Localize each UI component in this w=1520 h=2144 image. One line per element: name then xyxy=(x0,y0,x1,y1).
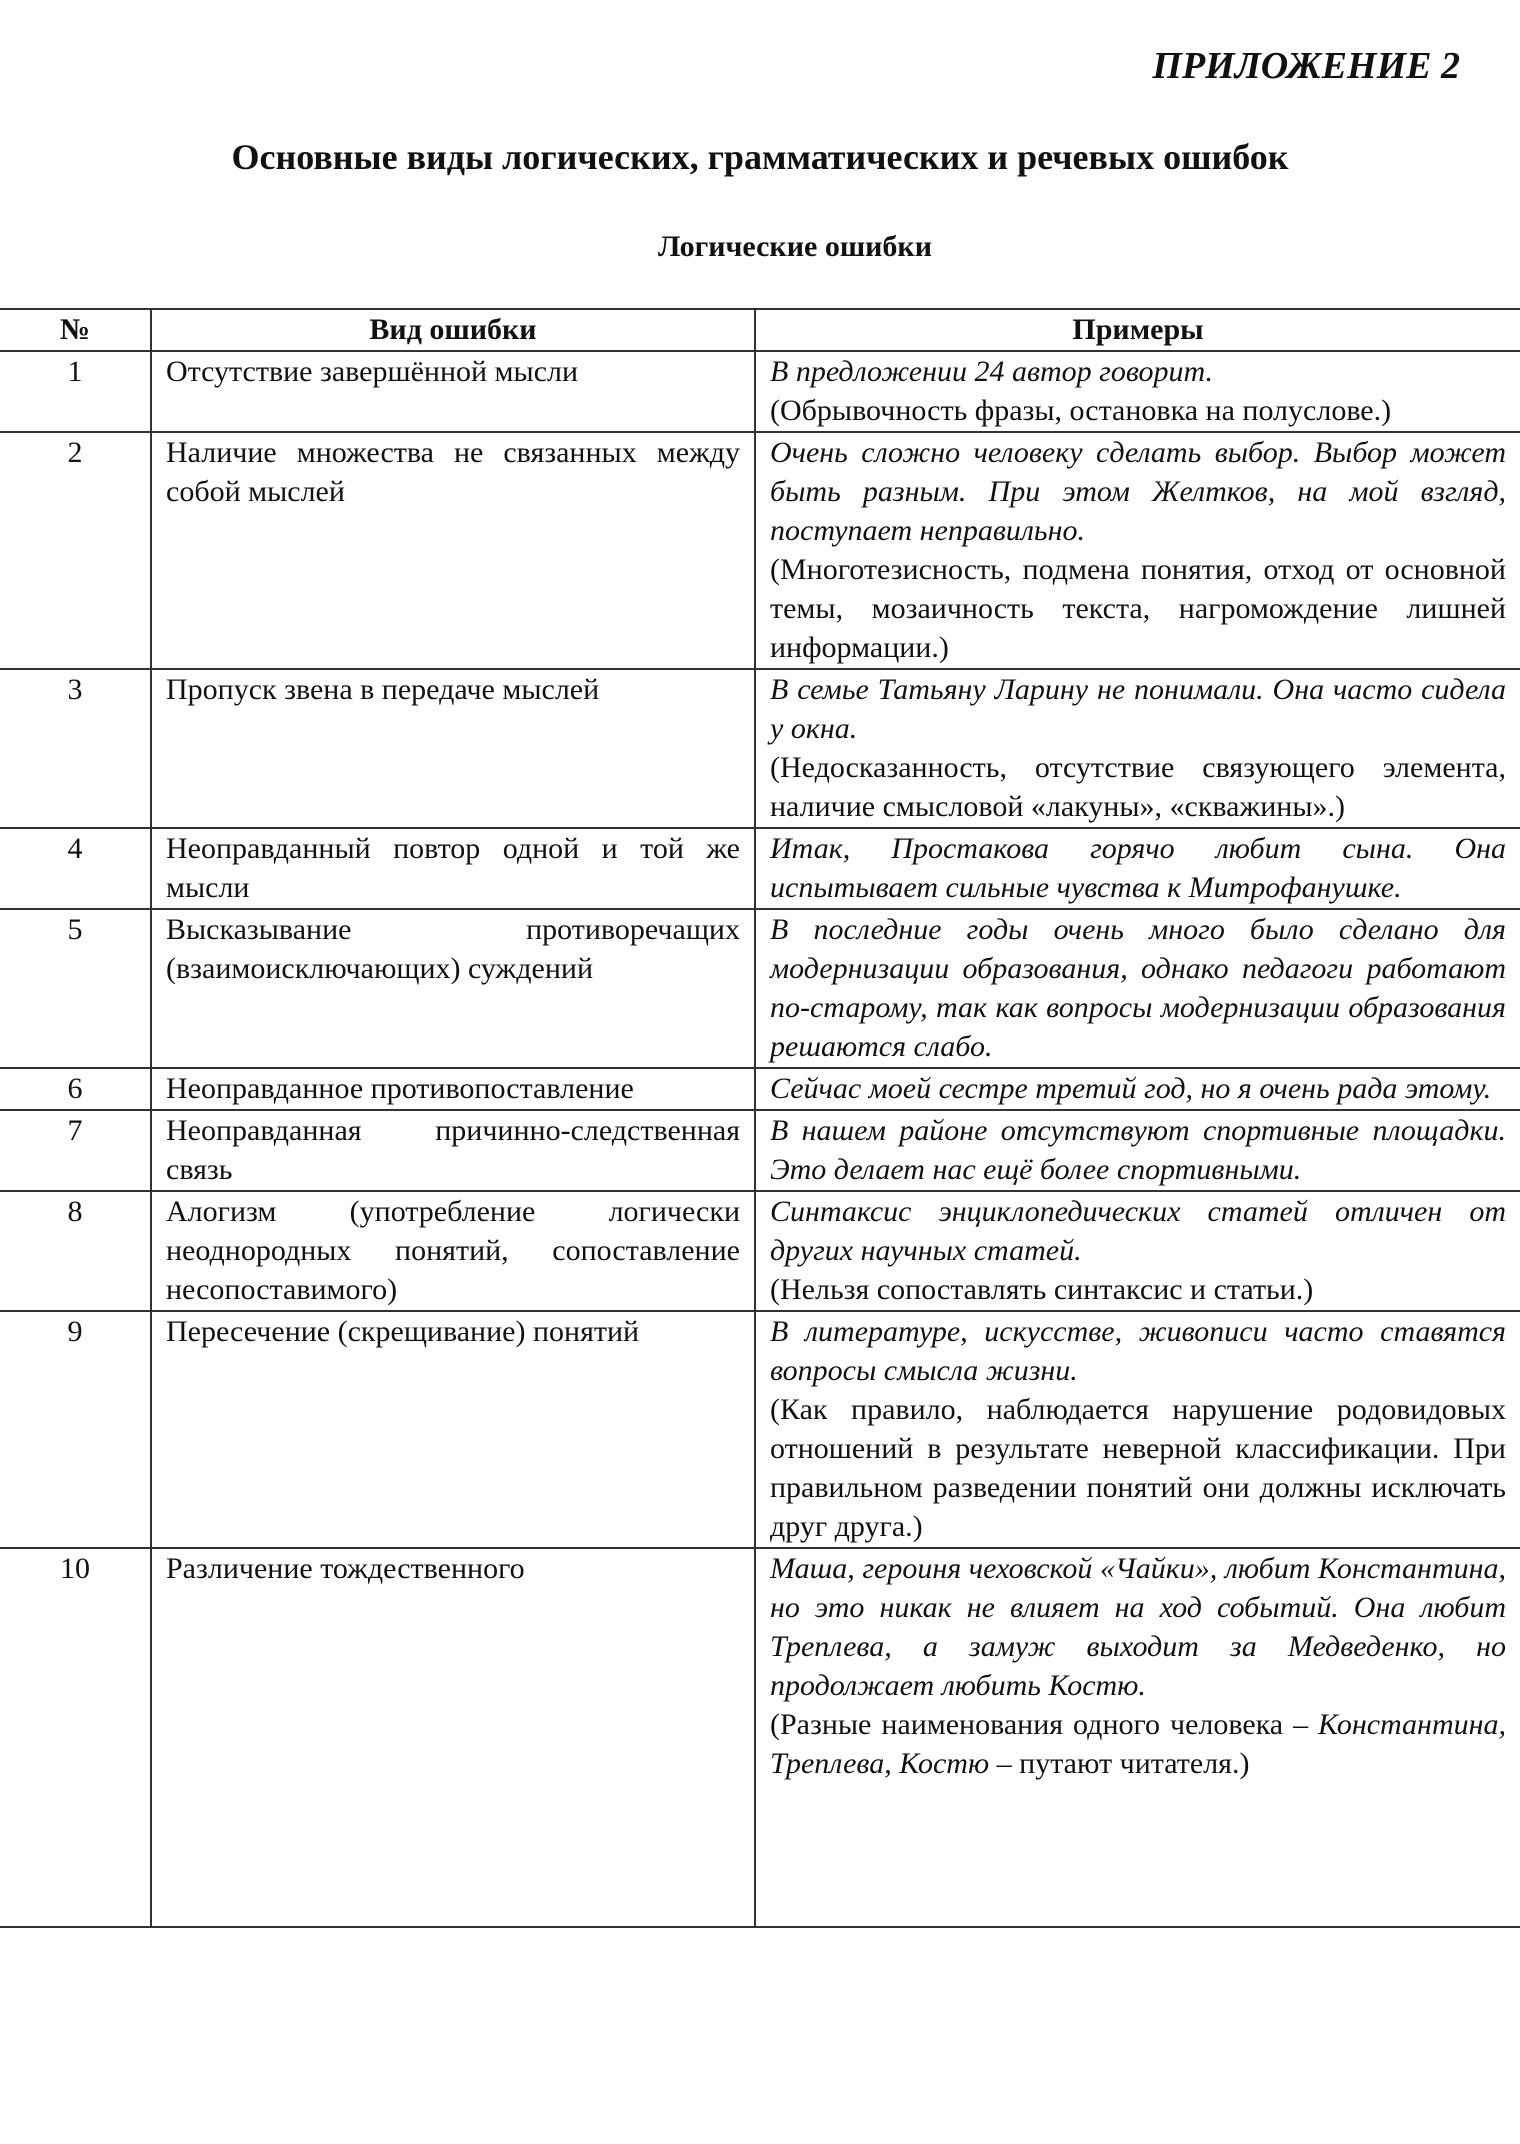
row-number: 9 xyxy=(0,1311,151,1548)
example-cell xyxy=(755,828,1520,909)
row-number: 10 xyxy=(0,1548,151,1927)
row-number: 6 xyxy=(0,1068,151,1110)
example-text: Маша, героиня чеховской «Чайки», любит Константина, но это никак не влияет на ход событий. Она любит Треплева, а замуж выходит за Медведенко, но продолжает любить Костю. xyxy=(770,1552,1506,1702)
example-cell xyxy=(755,909,1520,1068)
table-header-row xyxy=(0,309,1520,351)
example-cell xyxy=(755,432,1520,669)
example-text: Итак, Простакова горячо любит сына. Она испытывает сильные чувства к Митрофанушке. xyxy=(770,832,1506,904)
example-cell xyxy=(755,1191,1520,1311)
row-number: 3 xyxy=(0,669,151,828)
column-header-error-type: Вид ошибки xyxy=(151,309,755,351)
example-cell xyxy=(755,1311,1520,1548)
table-row xyxy=(0,1068,1520,1110)
error-type: Пропуск звена в передаче мыслей xyxy=(151,669,755,828)
table-row xyxy=(0,1311,1520,1548)
example-text: В литературе, искусстве, живописи часто ставятся вопросы смысла жизни. xyxy=(770,1315,1506,1387)
error-type: Наличие множества не связанных между собой мыслей xyxy=(151,432,755,669)
table-row xyxy=(0,1191,1520,1311)
example-cell xyxy=(755,1548,1520,1927)
error-type: Неоправданная причинно-следственная связь xyxy=(151,1110,755,1191)
example-text: В нашем районе отсутствуют спортивные площадки. Это делает нас ещё более спортивными. xyxy=(770,1114,1506,1186)
table-row xyxy=(0,432,1520,669)
example-text: В семье Татьяну Ларину не понимали. Она часто сидела у окна. xyxy=(770,673,1506,745)
row-number: 4 xyxy=(0,828,151,909)
error-type: Алогизм (употребление логически неоднородных понятий, сопоставление несопоставимого) xyxy=(151,1191,755,1311)
example-text: Синтаксис энциклопедических статей отличен от других научных статей. xyxy=(770,1195,1506,1267)
document-title: Основные виды логических, грамматических и речевых ошибок xyxy=(231,137,1289,177)
example-text: В последние годы очень много было сделано для модернизации образования, однако педагоги работают по-старому, так как вопросы модернизации образования решаются слабо. xyxy=(770,913,1506,1063)
note-start: (Разные наименования одного человека – xyxy=(770,1708,1309,1741)
section-title: Логические ошибки xyxy=(658,230,932,263)
example-cell xyxy=(755,1110,1520,1191)
table-row xyxy=(0,1548,1520,1927)
example-cell xyxy=(755,351,1520,432)
row-number: 1 xyxy=(0,351,151,432)
error-type: Неоправданное противопоставление xyxy=(151,1068,755,1110)
table-row xyxy=(0,909,1520,1068)
row-number: 5 xyxy=(0,909,151,1068)
table-row xyxy=(0,351,1520,432)
example-text: Сейчас моей сестре третий год, но я очень рада этому. xyxy=(770,1072,1492,1105)
row-number: 7 xyxy=(0,1110,151,1191)
example-note: (Многотезисность, подмена понятия, отход от основной темы, мозаичность текста, нагромождение лишней информации.) xyxy=(770,553,1506,664)
example-note: (Нельзя сопоставлять синтаксис и статьи.) xyxy=(770,1273,1314,1306)
row-number: 2 xyxy=(0,432,151,669)
row-number: 8 xyxy=(0,1191,151,1311)
error-type: Различение тождественного xyxy=(151,1548,755,1927)
note-names: Константина, Треплева, Костю xyxy=(770,1708,1506,1780)
example-text: В предложении 24 автор говорит. xyxy=(770,355,1214,388)
table-row xyxy=(0,828,1520,909)
example-note: (Обрывочность фразы, остановка на полуслове.) xyxy=(770,394,1392,427)
table-row xyxy=(0,1110,1520,1191)
example-cell xyxy=(755,1068,1520,1110)
example-note xyxy=(770,1705,1506,1783)
error-type: Высказывание противоречащих (взаимоисключающих) суждений xyxy=(151,909,755,1068)
column-header-number: № xyxy=(0,309,151,351)
example-text: Очень сложно человеку сделать выбор. Выбор может быть разным. При этом Желтков, на мой взгляд, поступает неправильно. xyxy=(770,436,1506,547)
error-type: Пересечение (скрещивание) понятий xyxy=(151,1311,755,1548)
logical-errors-table xyxy=(0,308,1520,1928)
error-type: Неоправданный повтор одной и той же мысли xyxy=(151,828,755,909)
example-cell xyxy=(755,669,1520,828)
error-type: Отсутствие завершённой мысли xyxy=(151,351,755,432)
note-end: – путают читателя.) xyxy=(996,1747,1250,1780)
example-note: (Как правило, наблюдается нарушение родовидовых отношений в результате неверной классификации. При правильном разведении понятий они должны исключать друг друга.) xyxy=(770,1393,1506,1543)
appendix-label: ПРИЛОЖЕНИЕ 2 xyxy=(1152,45,1460,87)
example-note: (Недосказанность, отсутствие связующего элемента, наличие смысловой «лакуны», «скважины».) xyxy=(770,751,1506,823)
table-row xyxy=(0,669,1520,828)
column-header-examples: Примеры xyxy=(755,309,1520,351)
